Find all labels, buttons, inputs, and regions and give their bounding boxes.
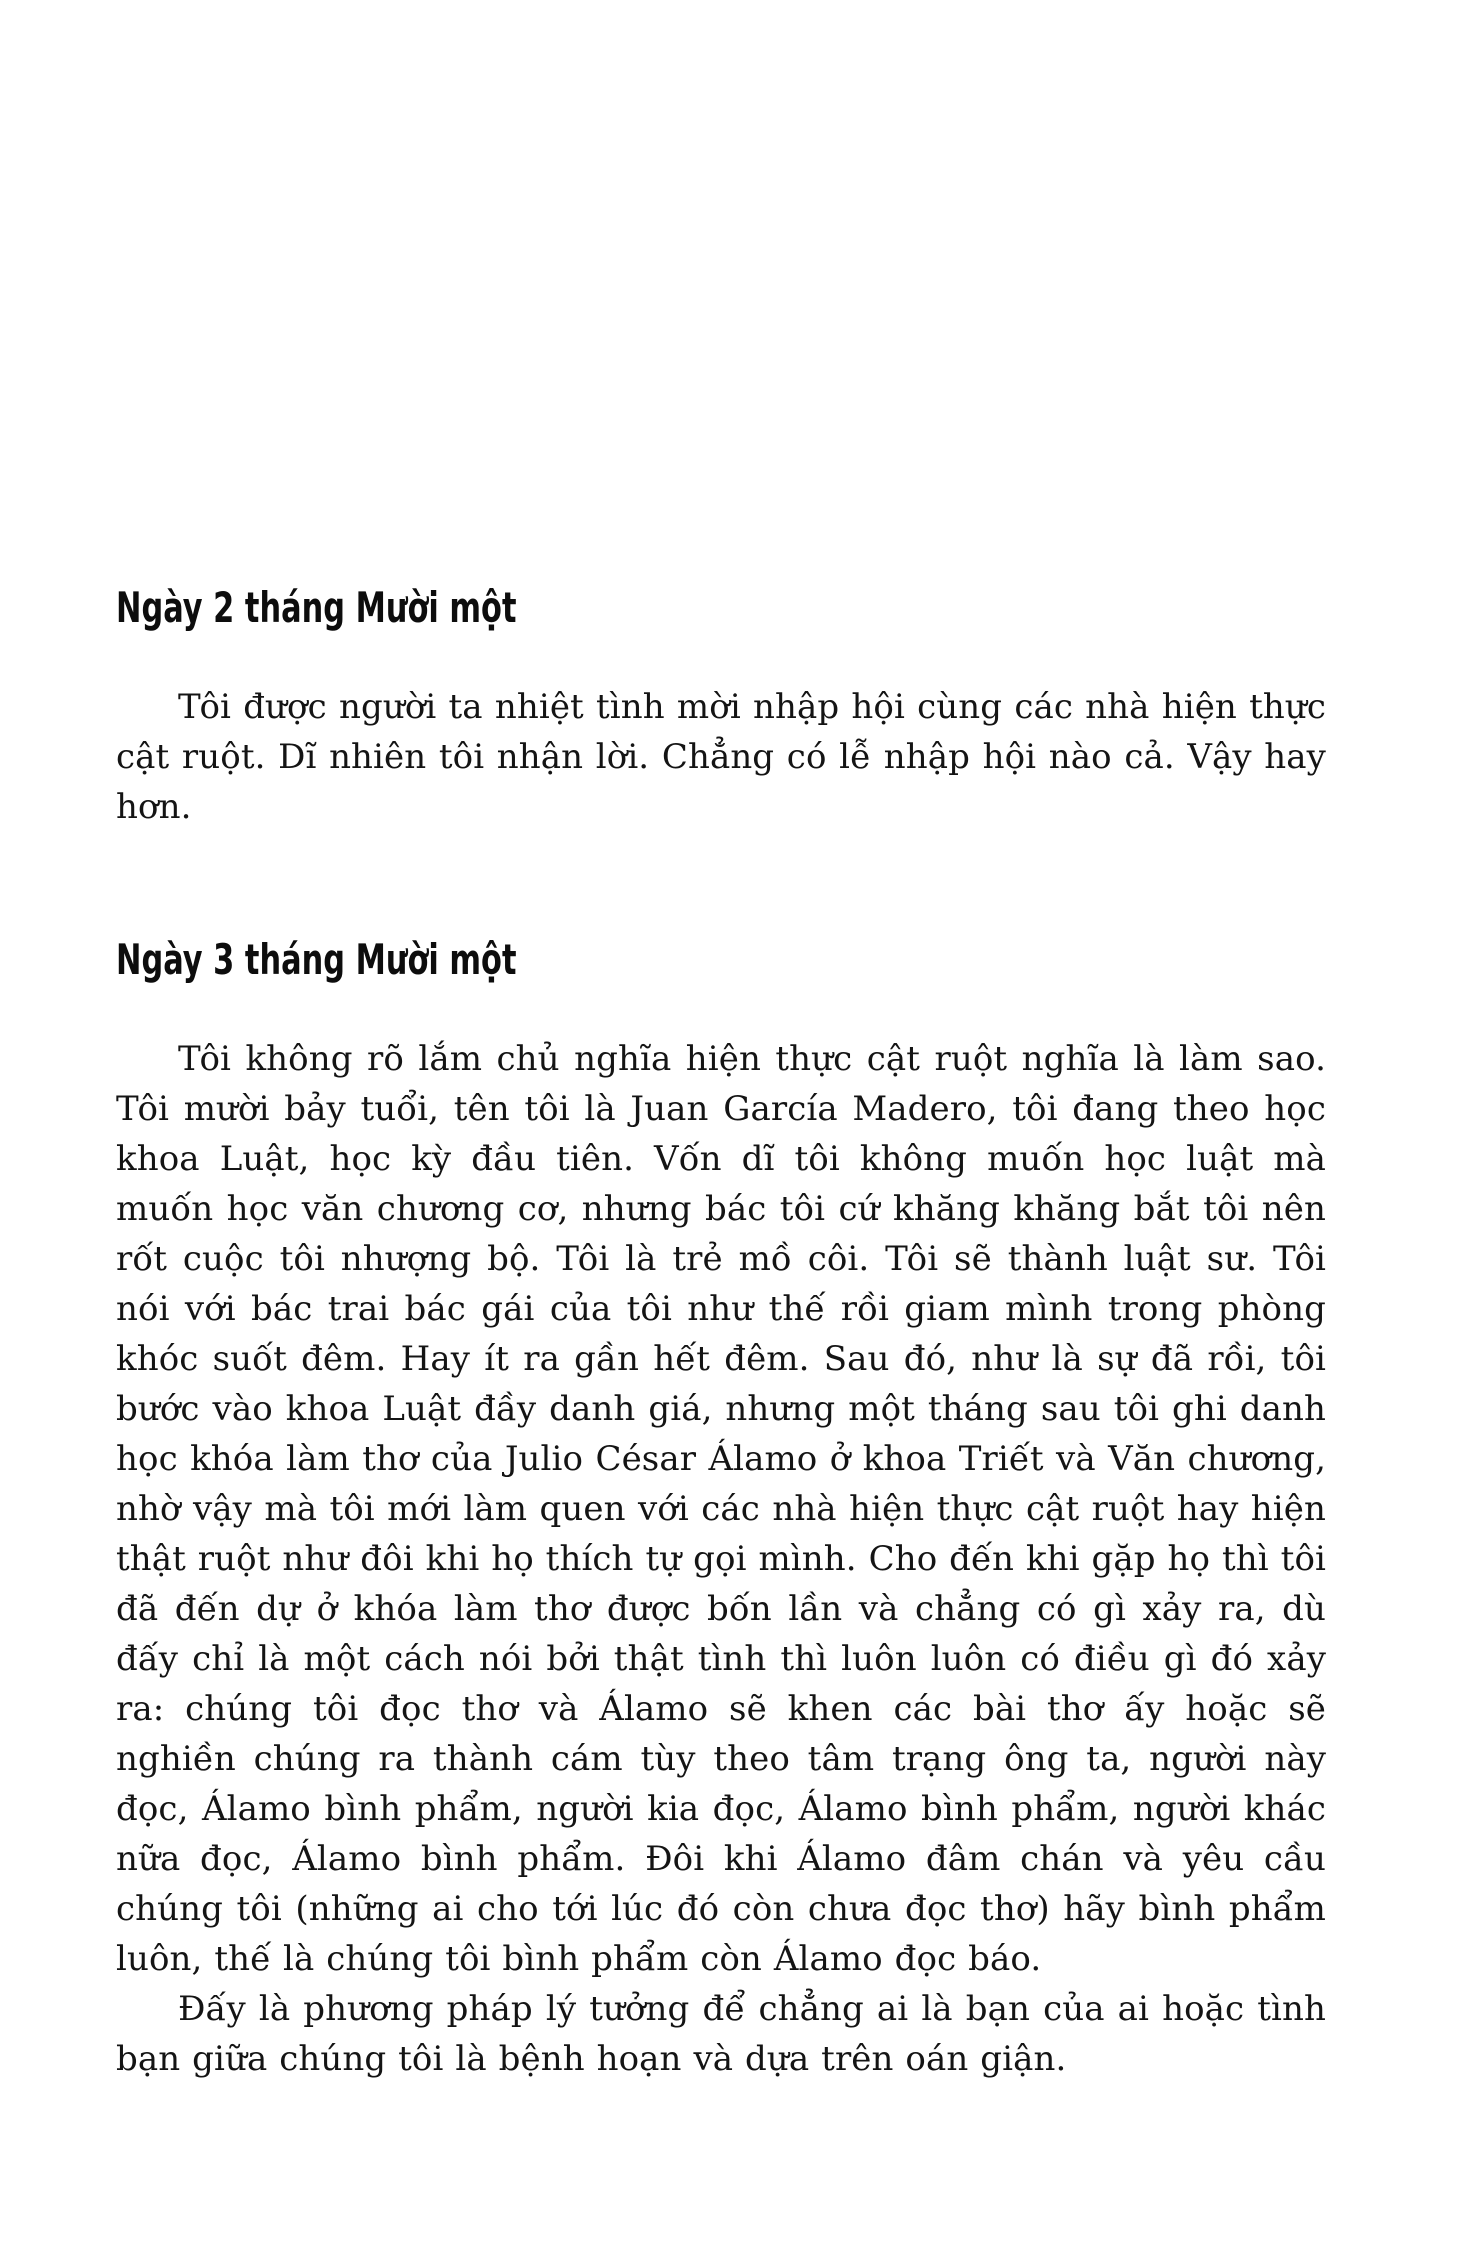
diary-entry-november-2 [116,583,1326,832]
entry-heading: Ngày 2 tháng Mười một [116,583,517,632]
section-spacer [116,832,1326,940]
entry-heading: Ngày 3 tháng Mười một [116,935,517,984]
diary-entry-november-3 [116,935,1326,2084]
paragraph: Tôi được người ta nhiệt tình mời nhập hội cùng các nhà hiện thực cật ruột. Dĩ nhiên tôi nhận lời. Chẳng có lễ nhập hội nào cả. Vậy hay hơn. [116,687,1326,827]
paragraph: Đấy là phương pháp lý tưởng để chẳng ai là bạn của ai hoặc tình bạn giữa chúng tôi là bệnh hoạn và dựa trên oán giận. [116,1989,1326,2079]
paragraph: Tôi không rõ lắm chủ nghĩa hiện thực cật ruột nghĩa là làm sao. Tôi mười bảy tuổi, tên tôi là Juan García Madero, tôi đang theo học khoa Luật, học kỳ đầu tiên. Vốn dĩ tôi không muốn học luật mà muốn học văn chương cơ, nhưng bác tôi cứ khăng khăng bắt tôi nên rốt cuộc tôi nhượng bộ. Tôi là trẻ mồ côi. Tôi sẽ thành luật sư. Tôi nói với bác trai bác gái của tôi như thế rồi giam mình trong phòng khóc suốt đêm. Hay ít ra gần hết đêm. Sau đó, như là sự đã rồi, tôi bước vào khoa Luật đầy danh giá, nhưng một tháng sau tôi ghi danh học khóa làm thơ của Julio César Álamo ở khoa Triết và Văn chương, nhờ vậy mà tôi mới làm quen với các nhà hiện thực cật ruột hay hiện thật ruột như đôi khi họ thích tự gọi mình. Cho đến khi gặp họ thì tôi đã đến dự ở khóa làm thơ được bốn lần và chẳng có gì xảy ra, dù đấy chỉ là một cách nói bởi thật tình thì luôn luôn có điều gì đó xảy ra: chúng tôi đọc thơ và Álamo sẽ khen các bài thơ ấy hoặc sẽ nghiền chúng ra thành cám tùy theo tâm trạng ông ta, người này đọc, Álamo bình phẩm, người kia đọc, Álamo bình phẩm, người khác nữa đọc, Álamo bình phẩm. Đôi khi Álamo đâm chán và yêu cầu chúng tôi (những ai cho tới lúc đó còn chưa đọc thơ) hãy bình phẩm luôn, thế là chúng tôi bình phẩm còn Álamo đọc báo. [116,1039,1326,1979]
